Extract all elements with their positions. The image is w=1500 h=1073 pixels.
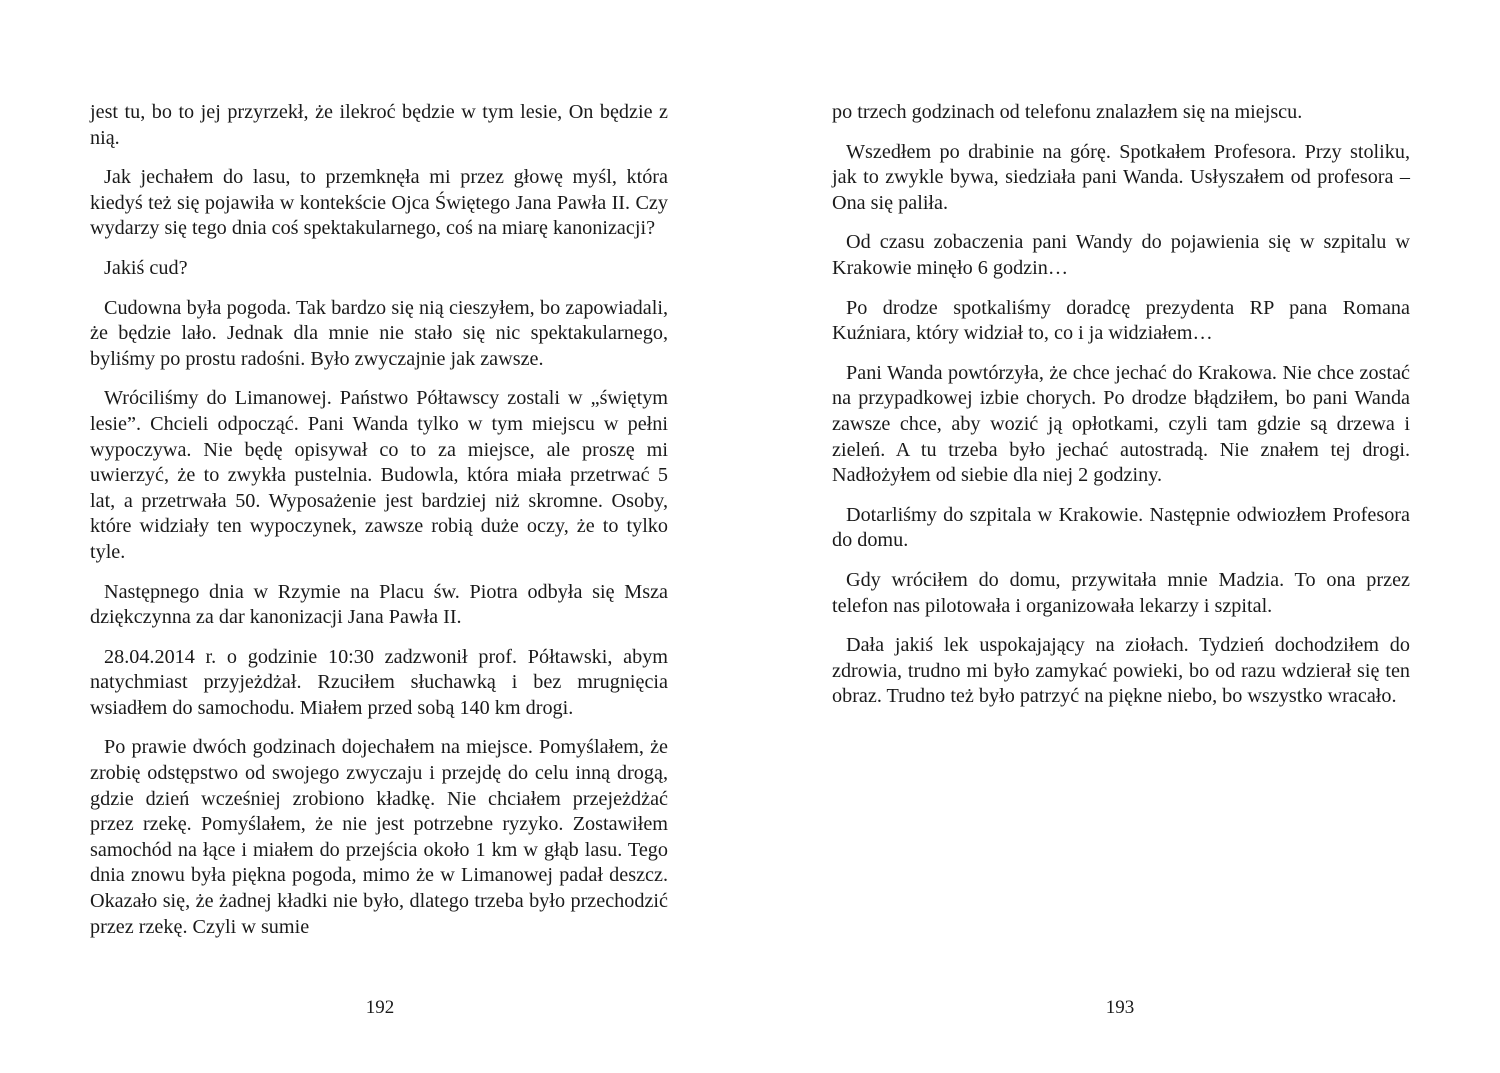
paragraph: Dała jakiś lek uspokajający na ziołach. Tydzień dochodziłem do zdrowia, trudno mi było zamykać powieki, bo od razu wdzierał się ten obraz. Trudno też było patrzyć na piękne niebo, bo wszystko wracało. xyxy=(832,634,1410,708)
paragraph: Pani Wanda powtórzyła, że chce jechać do Krakowa. Nie chce zostać na przypadkowej izbie chorych. Po drodze błądziłem, bo pani Wanda zawsze chce, aby wozić ją opłotkami, czyli tam gdzie są drzewa i zieleń. A tu trzeba było jechać autostradą. Nie znałem tej drogi. Nadłożyłem od siebie dla niej 2 godziny. xyxy=(832,361,1410,487)
paragraph: Następnego dnia w Rzymie na Placu św. Piotra odbyła się Msza dziękczynna za dar kanonizacji Jana Pawła II. xyxy=(90,580,668,629)
right-page-text xyxy=(832,100,1410,724)
paragraph: Cudowna była pogoda. Tak bardzo się nią cieszyłem, bo zapowiadali, że będzie lało. Jednak dla mnie nie stało się nic spektakularnego, byliśmy po prostu radośni. Było zwyczajnie jak zawsze. xyxy=(90,296,668,370)
paragraph: Jakiś cud? xyxy=(104,256,188,279)
paragraph: 28.04.2014 r. o godzinie 10:30 zadzwonił prof. Półtawski, abym natychmiast przyjeżdżał. Rzuciłem słuchawką i bez mrugnięcia wsiadłem do samochodu. Miałem przed sobą 140 km drogi. xyxy=(90,645,668,719)
paragraph: Jak jechałem do lasu, to przemknęła mi przez głowę myśl, która kiedyś też się pojawiła w kontekście Ojca Świętego Jana Pawła II. Czy wydarzy się tego dnia coś spektakularnego, coś na miarę kanonizacji? xyxy=(90,166,668,240)
right-page xyxy=(750,0,1500,1073)
paragraph: jest tu, bo to jej przyrzekł, że ilekroć będzie w tym lesie, On będzie z nią. xyxy=(90,101,668,149)
paragraph: Od czasu zobaczenia pani Wandy do pojawienia się w szpitalu w Krakowie minęło 6 godzin… xyxy=(832,231,1410,279)
paragraph: Wszedłem po drabinie na górę. Spotkałem Profesora. Przy stoliku, jak to zwykle bywa, siedziała pani Wanda. Usłyszałem od profesora – Ona się paliła. xyxy=(832,140,1410,214)
paragraph: Po drodze spotkaliśmy doradcę prezydenta RP pana Romana Kuźniara, który widział to, co i ja widziałem… xyxy=(832,296,1410,345)
paragraph: Gdy wróciłem do domu, przywitała mnie Madzia. To ona przez telefon nas pilotowała i organizowała lekarzy i szpital. xyxy=(832,568,1410,617)
page-number: 192 xyxy=(365,997,395,1018)
left-page-text xyxy=(90,100,668,954)
paragraph: Wróciliśmy do Limanowej. Państwo Półtawscy zostali w „świętym lesie”. Chcieli odpocząć. Pani Wanda tylko w tym miejscu w pełni wypoczywa. Nie będę opisywał co to za miejsce, ale proszę mi uwierzyć, że to zwykła pustelnia. Budowla, która miała przetrwać 5 lat, a przetrwała 50. Wyposażenie jest bardziej niż skromne. Osoby, które widziały ten wypoczynek, zawsze robią duże oczy, że to tylko tyle. xyxy=(90,387,668,563)
paragraph: Po prawie dwóch godzinach dojechałem na miejsce. Pomyślałem, że zrobię odstępstwo od swojego zwyczaju i przejdę do celu inną drogą, gdzie dzień wcześniej zrobiono kładkę. Nie chciałem przejeżdżać przez rzekę. Pomyślałem, że nie jest potrzebne ryzyko. Zostawiłem samochód na łące i miałem do przejścia około 1 km w głąb lasu. Tego dnia znowu była piękna pogoda, mimo że w Limanowej padał deszcz. Okazało się, że żadnej kładki nie było, dlatego trzeba było przechodzić przez rzekę. Czyli w sumie xyxy=(90,736,668,938)
paragraph: Dotarliśmy do szpitala w Krakowie. Następnie odwiozłem Profesora do domu. xyxy=(832,503,1410,552)
paragraph: po trzech godzinach od telefonu znalazłem się na miejscu. xyxy=(832,101,1303,123)
page-number: 193 xyxy=(1105,997,1135,1018)
